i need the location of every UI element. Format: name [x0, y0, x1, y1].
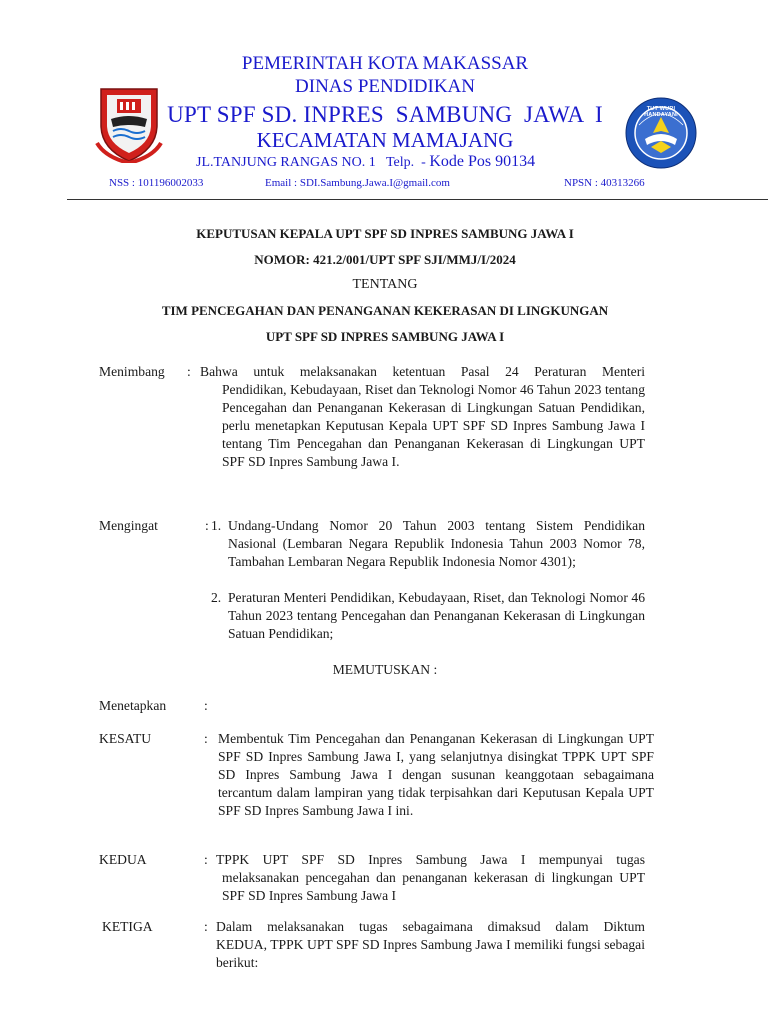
npsn-number: NPSN : 40313266 — [564, 177, 645, 189]
decree-about: TENTANG — [352, 277, 418, 292]
menetapkan-label: Menetapkan — [99, 698, 167, 713]
logo-caption: TUT WURI HANDAYANI — [644, 106, 678, 118]
kesatu-text: Membentuk Tim Pencegahan dan Penanganan Kekerasan di Lingkungan UPT SPF SD Inpres Sambung Jawa I, yang selanjutnya disingkat TPPK UPT SPF SD Inpres Sambung Jawa I dengan susunan keanggotaan sebagaimana tercantum dalam lampiran yang tidak terpisahkan dari Keputusan Kepala UPT SPF SD Inpres Sambung Jawa I ini. — [218, 731, 654, 818]
menimbang-text: Pendidikan, Kebudayaan, Riset dan Teknologi Nomor 46 Tahun 2023 tentang Pencegahan dan Penanganan Kekerasan di Lingkungan Satuan Pendidikan, perlu menetapkan Keputusan Kepala UPT SPF SD Inpres Sambung Jawa I tentang Tim Pencegahan dan Penanganan Kekerasan di Lingkungan UPT SPF SD Inpres Sambung Jawa I. — [222, 382, 645, 469]
kedua-text: melaksanakan pencegahan dan penanganan kekerasan di lingkungan UPT SPF SD Inpres Sambung Jawa I — [222, 870, 645, 903]
kedua-label: KEDUA — [99, 852, 147, 867]
ketiga-text: KEDUA, TPPK UPT SPF SD Inpres Sambung Jawa I memiliki fungsi sebagai berikut: — [216, 937, 645, 970]
department-name: DINAS PENDIDIKAN — [295, 76, 475, 97]
address-line — [196, 153, 535, 172]
menimbang-first-line: Bahwa untuk melaksanakan ketentuan Pasal 24 Peraturan Menteri — [200, 364, 645, 379]
kesatu-colon: : — [204, 731, 208, 746]
mengingat-item-1-number: 1. — [211, 518, 222, 533]
memutuskan-heading: MEMUTUSKAN : — [332, 662, 438, 677]
menimbang-label: Menimbang — [99, 364, 165, 379]
tut-wuri-handayani-logo — [625, 97, 697, 169]
ketiga-label: KETIGA — [102, 919, 153, 934]
decree-subject-line1: TIM PENCEGAHAN DAN PENANGANAN KEKERASAN DI LINGKUNGAN — [161, 303, 609, 318]
ketiga-colon: : — [204, 919, 208, 934]
district-name: KECAMATAN MAMAJANG — [256, 128, 514, 152]
mengingat-item-2-number: 2. — [211, 590, 222, 605]
nss-number: NSS : 101196002033 — [109, 177, 204, 189]
decree-title: KEPUTUSAN KEPALA UPT SPF SD INPRES SAMBUNG JAWA I — [196, 226, 574, 241]
ketiga-first-line: Dalam melaksanakan tugas sebagaimana dimaksud dalam Diktum — [216, 919, 645, 934]
kedua-colon: : — [204, 852, 208, 867]
letterhead-divider — [67, 199, 768, 200]
mengingat-item-2-text: Peraturan Menteri Pendidikan, Kebudayaan, Riset, dan Teknologi Nomor 46 Tahun 2023 tentang Pencegahan dan Penanganan Kekerasan di Lingkungan Satuan Pendidikan; — [228, 590, 645, 641]
menetapkan-colon: : — [204, 698, 208, 713]
menimbang-colon: : — [187, 364, 191, 379]
mengingat-label: Mengingat — [99, 518, 158, 533]
postal-code: Kode Pos 90134 — [429, 153, 536, 170]
decree-number: NOMOR: 421.2/001/UPT SPF SJI/MMJ/I/2024 — [254, 252, 516, 267]
kedua-first-line: TPPK UPT SPF SD Inpres Sambung Jawa I mempunyai tugas — [216, 852, 645, 867]
mengingat-colon: : — [205, 518, 209, 533]
school-name: UPT SPF SD. INPRES SAMBUNG JAWA I — [167, 102, 603, 127]
school-email: Email : SDI.Sambung.Jawa.I@gmail.com — [265, 177, 450, 189]
decree-subject-line2: UPT SPF SD INPRES SAMBUNG JAWA I — [265, 329, 505, 344]
address-text: JL.TANJUNG RANGAS NO. 1 Telp. - — [196, 155, 430, 170]
government-name: PEMERINTAH KOTA MAKASSAR — [241, 53, 529, 74]
mengingat-item-1-text: Undang-Undang Nomor 20 Tahun 2003 tentang Sistem Pendidikan Nasional (Lembaran Negara Republik Indonesia Tahun 2003 Nomor 78, Tambahan Lembaran Negara Republik Indonesia Nomor 4301); — [228, 518, 645, 569]
kesatu-label: KESATU — [99, 731, 152, 746]
